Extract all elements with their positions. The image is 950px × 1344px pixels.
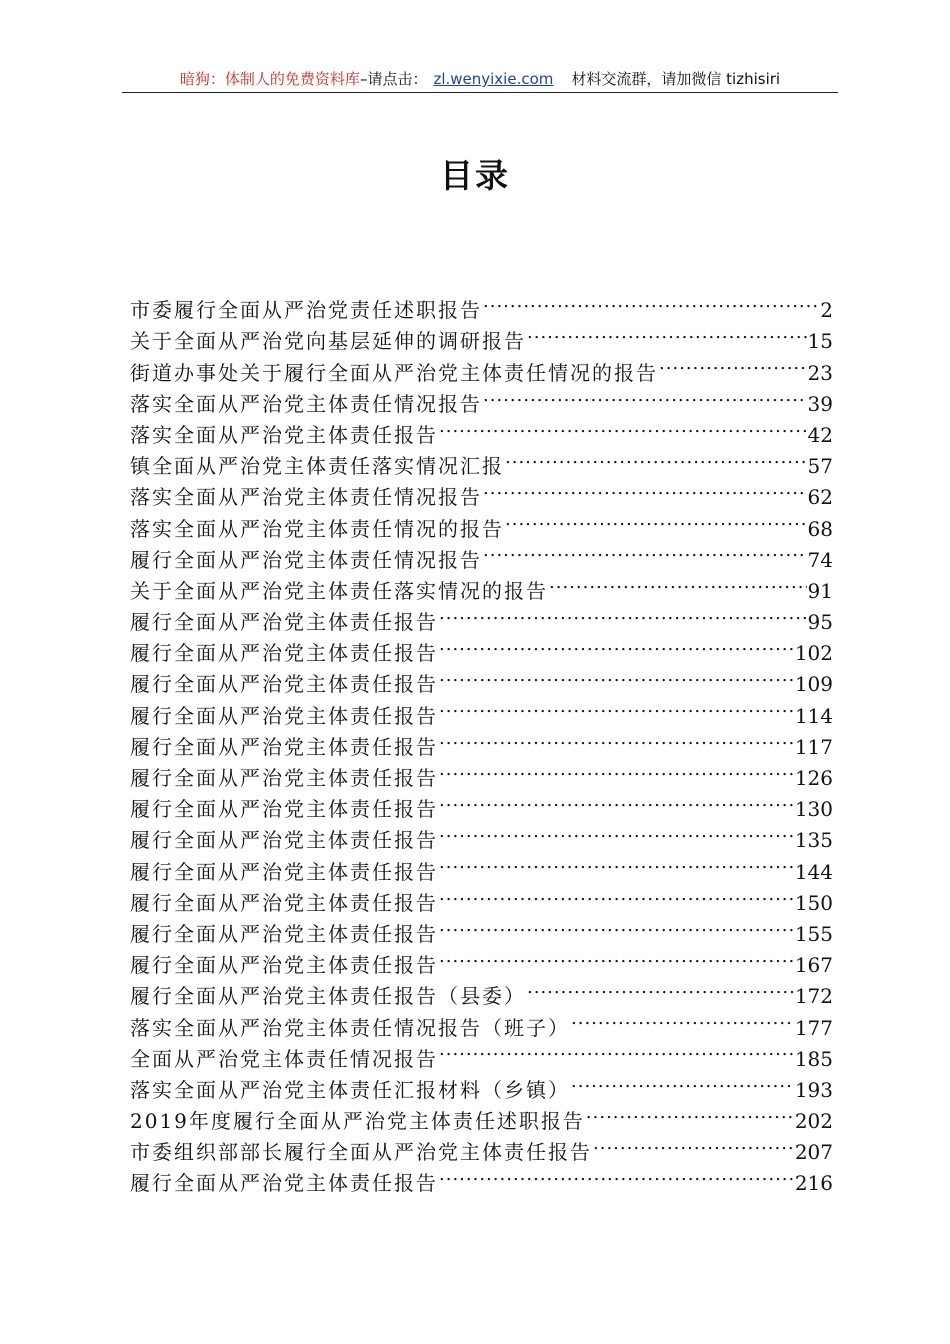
toc-dot-leader	[483, 536, 807, 567]
toc-entry-page: 109	[794, 672, 833, 697]
toc-entry-title: 履行全面从严治党主体责任情况报告	[130, 547, 482, 572]
toc-dot-leader	[571, 1066, 794, 1097]
toc-dot-leader	[439, 629, 794, 660]
toc-dot-leader	[483, 380, 807, 411]
toc-dot-leader	[586, 1097, 794, 1128]
toc-entry-title: 履行全面从严治党主体责任报告	[130, 953, 438, 978]
toc-entry-page: 102	[794, 641, 833, 666]
toc-entry-page: 126	[794, 766, 833, 790]
toc-entry-title: 履行全面从严治党主体责任报告	[130, 672, 438, 697]
toc-dot-leader	[439, 754, 794, 785]
toc-entry-title: 镇全面从严治党主体责任落实情况汇报	[130, 454, 504, 479]
toc-entry[interactable]	[130, 286, 833, 323]
toc-dot-leader	[439, 941, 794, 972]
toc-entry-page: 74	[807, 547, 833, 572]
toc-entry-title: 关于全面从严治党向基层延伸的调研报告	[130, 329, 526, 354]
toc-entry-page: 135	[794, 828, 833, 853]
toc-dot-leader	[571, 1003, 794, 1034]
toc-dot-leader	[439, 660, 794, 691]
toc-entry-page: 185	[794, 1046, 833, 1071]
toc-entry-page: 68	[807, 516, 833, 541]
toc-entry-page: 150	[794, 890, 833, 915]
toc-entry-page: 42	[807, 422, 833, 447]
toc-dot-leader	[439, 691, 794, 722]
toc-entry-page: 57	[807, 454, 833, 479]
toc-entry-page: 207	[794, 1140, 833, 1165]
toc-entry-title: 履行全面从严治党主体责任报告	[130, 641, 438, 666]
toc-dot-leader	[527, 317, 807, 348]
toc-entry-page: 91	[807, 578, 833, 603]
header-link[interactable]: zl.wenyixie.com	[433, 70, 554, 88]
toc-entry-title: 履行全面从严治党主体责任报告	[130, 797, 438, 822]
toc-entry-title: 履行全面从严治党主体责任报告	[130, 734, 438, 759]
toc-dot-leader	[439, 1159, 794, 1190]
toc-dot-leader	[439, 785, 794, 816]
toc-entry-title: 履行全面从严治党主体责任报告	[130, 610, 438, 635]
toc-dot-leader	[483, 473, 807, 504]
toc-entry-page: 114	[794, 703, 833, 728]
toc-entry-title: 全面从严治党主体责任情况报告	[130, 1046, 438, 1071]
toc-entry-page: 202	[794, 1109, 833, 1134]
toc-dot-leader	[439, 847, 794, 878]
toc-entry-title: 落实全面从严治党主体责任报告	[130, 422, 438, 447]
toc-dot-leader	[527, 972, 794, 1003]
toc-entry-page: 167	[794, 953, 833, 978]
toc-dot-leader	[439, 598, 807, 629]
toc-entry-page: 177	[794, 1015, 833, 1040]
toc-entry-page: 155	[794, 921, 833, 946]
toc-entry-page: 130	[794, 797, 833, 822]
toc-dot-leader	[659, 348, 807, 379]
toc-entry-title: 市委履行全面从严治党责任述职报告	[130, 298, 482, 323]
toc-entry-page: 216	[794, 1171, 833, 1196]
toc-entry-page: 193	[794, 1077, 833, 1102]
toc-entry-title: 市委组织部部长履行全面从严治党主体责任报告	[130, 1140, 592, 1165]
header-contact: 材料交流群，请加微信 tizhisiri	[571, 70, 781, 88]
toc-entry-title: 街道办事处关于履行全面从严治党主体责任情况的报告	[130, 360, 658, 385]
toc-entry-title: 落实全面从严治党主体责任汇报材料（乡镇）	[130, 1077, 570, 1102]
toc-entry-page: 15	[807, 329, 833, 354]
toc-entry-page: 23	[807, 360, 833, 385]
toc-entry-page: 117	[794, 734, 833, 759]
toc-dot-leader	[439, 910, 794, 941]
toc-dot-leader	[593, 1128, 794, 1159]
page-title: 目录	[440, 156, 510, 195]
toc-dot-leader	[505, 504, 807, 535]
toc-entry-title: 履行全面从严治党主体责任报告	[130, 890, 438, 915]
toc-entry-title: 履行全面从严治党主体责任报告	[130, 1171, 438, 1196]
header-click-prompt: –请点击：	[359, 70, 428, 88]
toc-entry-title: 2019年度履行全面从严治党主体责任述职报告	[130, 1109, 585, 1134]
toc-entry-page: 144	[794, 859, 833, 884]
toc-entry-title: 履行全面从严治党主体责任报告	[130, 859, 438, 884]
toc-entry-title: 履行全面从严治党主体责任报告	[130, 766, 438, 790]
toc-entry-title: 履行全面从严治党主体责任报告	[130, 703, 438, 728]
toc-entry-title: 关于全面从严治党主体责任落实情况的报告	[130, 578, 548, 603]
toc-entry-title: 落实全面从严治党主体责任情况报告	[130, 391, 482, 416]
page-header	[122, 66, 838, 93]
toc-entry-title: 履行全面从严治党主体责任报告	[130, 828, 438, 853]
toc-entry-page: 62	[807, 485, 833, 510]
table-of-contents	[130, 286, 833, 1196]
toc-entry-page: 172	[794, 984, 833, 1009]
header-promo: 暗狗：体制人的免费资料库	[179, 70, 360, 88]
toc-dot-leader	[439, 723, 794, 754]
toc-entry-title: 落实全面从严治党主体责任情况的报告	[130, 516, 504, 541]
toc-entry-title: 落实全面从严治党主体责任情况报告	[130, 485, 482, 510]
toc-entry-title: 履行全面从严治党主体责任报告	[130, 921, 438, 946]
toc-dot-leader	[439, 879, 794, 910]
toc-dot-leader	[439, 411, 807, 442]
toc-entry-title: 落实全面从严治党主体责任情况报告（班子）	[130, 1015, 570, 1040]
toc-entry-page: 2	[820, 298, 833, 323]
toc-entry-page: 39	[807, 391, 833, 416]
toc-dot-leader	[505, 442, 807, 473]
toc-entry-title: 履行全面从严治党主体责任报告（县委）	[130, 984, 526, 1009]
toc-dot-leader	[439, 816, 794, 847]
toc-dot-leader	[483, 286, 819, 317]
toc-dot-leader	[549, 567, 807, 598]
toc-dot-leader	[439, 1035, 794, 1066]
toc-entry-page: 95	[807, 610, 833, 635]
